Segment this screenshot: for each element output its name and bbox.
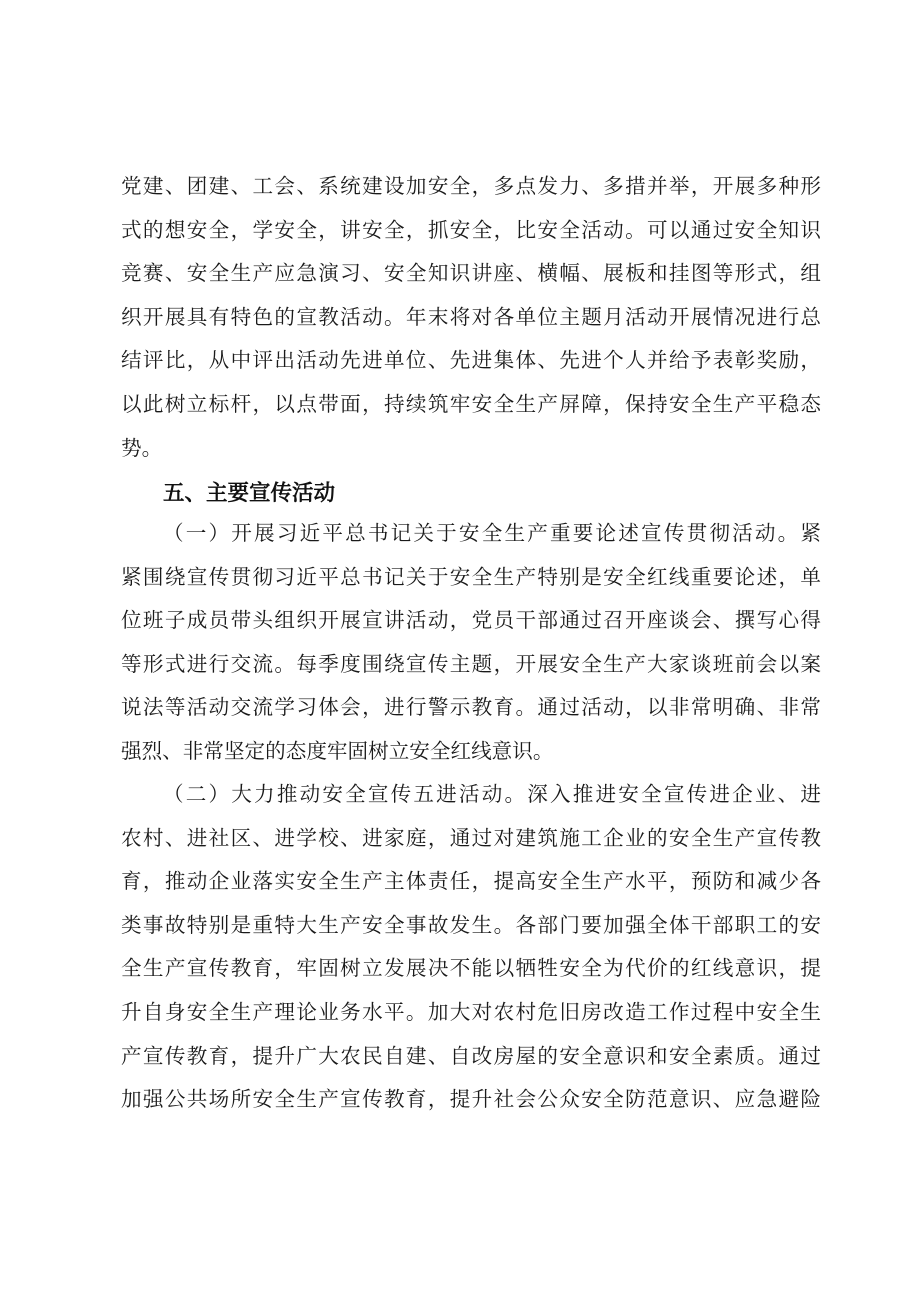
text-line: 说法等活动交流学习体会，进行警示教育。通过活动，以非常明确、非常 xyxy=(121,695,821,720)
text-line-indented: （二）大力推动安全宣传五进活动。深入推进安全宣传进企业、进 xyxy=(163,782,821,806)
text-line: 加强公共场所安全生产宣传教育，提升社会公众安全防范意识、应急避险 xyxy=(121,1087,821,1112)
text-line: 结评比，从中评出活动先进单位、先进集体、先进个人并给予表彰奖励， xyxy=(121,348,821,373)
text-line: 势。 xyxy=(121,435,163,460)
text-line: 竞赛、安全生产应急演习、安全知识讲座、横幅、展板和挂图等形式，组 xyxy=(121,261,821,286)
paragraph-1 xyxy=(121,165,821,470)
text-line: 育，推动企业落实安全生产主体责任，提高安全生产水平，预防和减少各 xyxy=(121,869,821,894)
text-line: 党建、团建、工会、系统建设加安全，多点发力、多措并举，开展多种形 xyxy=(121,174,821,198)
section-heading: 五、主要宣传活动 xyxy=(163,481,336,506)
text-line: 农村、进社区、进学校、进家庭，通过对建筑施工企业的安全生产宣传教 xyxy=(121,825,821,850)
text-line: 位班子成员带头组织开展宣讲活动，党员干部通过召开座谈会、撰写心得 xyxy=(121,608,821,633)
text-line: 产宣传教育，提升广大农民自建、自改房屋的安全意识和安全素质。通过 xyxy=(121,1043,821,1068)
text-line: 类事故特别是重特大生产安全事故发生。各部门要加强全体干部职工的安 xyxy=(121,912,821,937)
text-line-indented: （一）开展习近平总书记关于安全生产重要论述宣传贯彻活动。紧 xyxy=(163,521,821,545)
text-line: 强烈、非常坚定的态度牢固树立安全红线意识。 xyxy=(121,738,554,763)
text-line: 织开展具有特色的宣教活动。年末将对各单位主题月活动开展情况进行总 xyxy=(121,304,821,329)
text-line: 紧围绕宣传贯彻习近平总书记关于安全生产特别是安全红线重要论述，单 xyxy=(121,564,821,589)
text-line: 等形式进行交流。每季度围绕宣传主题，开展安全生产大家谈班前会以案 xyxy=(121,651,821,676)
text-line: 升自身安全生产理论业务水平。加大对农村危旧房改造工作过程中安全生 xyxy=(121,999,821,1024)
text-line: 以此树立标杆，以点带面，持续筑牢安全生产屏障，保持安全生产平稳态 xyxy=(121,391,821,416)
paragraph-3 xyxy=(121,773,821,1122)
text-line: 式的想安全，学安全，讲安全，抓安全，比安全活动。可以通过安全知识 xyxy=(121,217,821,242)
paragraph-2 xyxy=(121,512,821,774)
text-line: 全生产宣传教育，牢固树立发展决不能以牺牲安全为代价的红线意识，提 xyxy=(121,956,821,981)
